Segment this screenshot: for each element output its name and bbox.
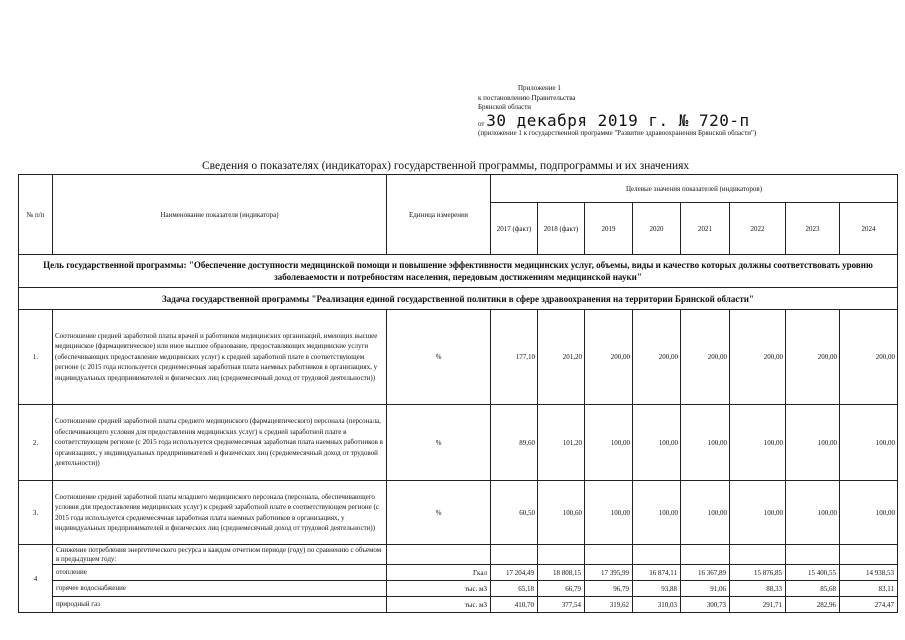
value-cell: 100,00	[585, 405, 633, 481]
indicator-name: Соотношение средней заработной платы врачей и работников медицинских организаций, имеющих высшее медицинское (фармацевтическое) или иное высшее образование, предоставляющих медицинские услуги (обеспечивающих предоставление медицинских услуг) к средней заработной плате в соответствующем регионе (с 2015 года используется среднемесячная заработная плата наемных работников в организациях, у индивидуальных предпринимателей и физических лиц (среднемесячный доход от трудовой деятельности))	[53, 310, 387, 405]
appendix-line-2: к постановлению Правительства	[478, 93, 576, 102]
indicator-unit: %	[387, 481, 491, 545]
table-row	[19, 310, 898, 405]
table-row	[19, 597, 898, 613]
table-row	[19, 405, 898, 481]
value-cell: 16 367,89	[681, 565, 730, 581]
table-row	[19, 481, 898, 545]
value-cell: 100,00	[840, 405, 898, 481]
table-header-row	[19, 175, 898, 203]
indicator-name: Соотношение средней заработной платы среднего медицинского (фармацевтического) персонала (персонала, обеспечивающего условия для предоставления медицинских услуг) к средней заработной плате в соответствующем регионе (с 2015 года используется среднемесячная заработная плата наемных работников в организациях, у индивидуальных предпринимателей и физических лиц (среднемесячный доход от трудовой деятельности))	[53, 405, 387, 481]
value-cell: 66,79	[538, 581, 585, 597]
appendix-line-3: Брянской области	[478, 103, 532, 111]
value-cell: 274,47	[840, 597, 898, 613]
table-row	[19, 545, 898, 565]
row-num: 4	[19, 545, 53, 613]
value-cell: 200,00	[681, 310, 730, 405]
value-cell: 100,00	[786, 405, 840, 481]
value-cell: 100,00	[585, 481, 633, 545]
value-cell: 282,96	[786, 597, 840, 613]
indicator-name: Снижение потребления энергетического ресурса в каждом отчетном периоде (году) по сравнению с объемом в предыдущем году:	[53, 545, 387, 565]
table-row	[19, 581, 898, 597]
program-goal: Цель государственной программы: "Обеспечение доступности медицинской помощи и повышение эффективности медицинских услуг, объемы, виды и качество которых должны соответствовать уровню заболеваемости и потребностям населения, передовым достижениям медицинской науки"	[19, 255, 898, 288]
indicator-name: Соотношение средней заработной платы младшего медицинского персонала (персонала, обеспечивающего условия для предоставления медицинских услуг) к средней заработной плате в соответствующем регионе (с 2015 года используется среднемесячная заработная плата наемных работников в организациях, у индивидуальных предпринимателей и физических лиц (среднемесячный доход от трудовой деятельности))	[53, 481, 387, 545]
value-cell: 300,73	[681, 597, 730, 613]
row-num: 3.	[19, 481, 53, 545]
value-cell: 100,00	[730, 481, 786, 545]
col-targets-header: Целевые значения показателей (индикаторов)	[491, 175, 898, 203]
appendix-line-5: (приложение 1 к государственной программе "Развитие здравоохранения Брянской области")	[478, 129, 757, 137]
value-cell: 410,70	[491, 597, 538, 613]
value-cell: 200,00	[786, 310, 840, 405]
value-cell: 17 395,99	[585, 565, 633, 581]
subrow-unit: Гкал	[387, 565, 491, 581]
value-cell: 100,00	[681, 405, 730, 481]
col-unit-header: Единица измерения	[387, 175, 491, 255]
indicator-unit: %	[387, 405, 491, 481]
value-cell: 17 204,49	[491, 565, 538, 581]
value-cell: 377,54	[538, 597, 585, 613]
col-num-header: № п/п	[19, 175, 53, 255]
value-cell: 100,00	[840, 481, 898, 545]
year-header: 2022	[730, 203, 786, 255]
value-cell: 310,03	[633, 597, 681, 613]
year-header: 2017 (факт)	[491, 203, 538, 255]
value-cell: 100,00	[633, 405, 681, 481]
value-cell: 15 400,55	[786, 565, 840, 581]
value-cell: 101,20	[538, 405, 585, 481]
task-row	[19, 288, 898, 310]
value-cell: 91,06	[681, 581, 730, 597]
value-cell: 100,00	[681, 481, 730, 545]
value-cell: 177,10	[491, 310, 538, 405]
value-cell: 88,33	[730, 581, 786, 597]
year-header: 2023	[786, 203, 840, 255]
year-header: 2018 (факт)	[538, 203, 585, 255]
value-cell: 100,00	[730, 405, 786, 481]
value-cell: 200,00	[585, 310, 633, 405]
value-cell: 60,50	[491, 481, 538, 545]
value-cell: 85,68	[786, 581, 840, 597]
col-name-header: Наименование показателя (индикатора)	[53, 175, 387, 255]
subrow-name: отопление	[53, 565, 387, 581]
indicators-table	[18, 174, 898, 613]
value-cell: 319,62	[585, 597, 633, 613]
year-header: 2019	[585, 203, 633, 255]
indicators-table-wrapper	[18, 174, 897, 613]
value-cell: 14 938,53	[840, 565, 898, 581]
value-cell: 201,20	[538, 310, 585, 405]
year-header: 2024	[840, 203, 898, 255]
value-cell: 291,71	[730, 597, 786, 613]
subrow-name: горячее водоснабжение	[53, 581, 387, 597]
value-cell: 89,60	[491, 405, 538, 481]
value-cell: 18 808,15	[538, 565, 585, 581]
value-cell: 200,00	[633, 310, 681, 405]
value-cell: 100,00	[786, 481, 840, 545]
page-title: Сведения о показателях (индикаторах) государственной программы, подпрограммы и их значениях	[202, 160, 690, 172]
row-num: 1.	[19, 310, 53, 405]
value-cell: 100,00	[633, 481, 681, 545]
subrow-unit: тыс. м3	[387, 597, 491, 613]
decree-from: от	[478, 119, 485, 128]
value-cell: 15 876,85	[730, 565, 786, 581]
year-header: 2020	[633, 203, 681, 255]
indicator-unit: %	[387, 310, 491, 405]
goal-row	[19, 255, 898, 288]
value-cell: 100,60	[538, 481, 585, 545]
value-cell: 93,88	[633, 581, 681, 597]
subrow-unit: тыс. м3	[387, 581, 491, 597]
program-task: Задача государственной программы "Реализация единой государственной политики в сфере здравоохранения на территории Брянской области"	[19, 288, 898, 310]
value-cell: 200,00	[840, 310, 898, 405]
year-header: 2021	[681, 203, 730, 255]
value-cell: 200,00	[730, 310, 786, 405]
decree-number: 30 декабря 2019 г. № 720-п	[486, 110, 750, 130]
decree-line	[478, 110, 756, 130]
appendix-header	[478, 84, 756, 139]
appendix-label: Приложение 1	[518, 84, 561, 92]
value-cell: 96,79	[585, 581, 633, 597]
value-cell: 16 874,11	[633, 565, 681, 581]
value-cell: 65,18	[491, 581, 538, 597]
value-cell: 83,11	[840, 581, 898, 597]
row-num: 2.	[19, 405, 53, 481]
subrow-name: природный газ	[53, 597, 387, 613]
table-row	[19, 565, 898, 581]
